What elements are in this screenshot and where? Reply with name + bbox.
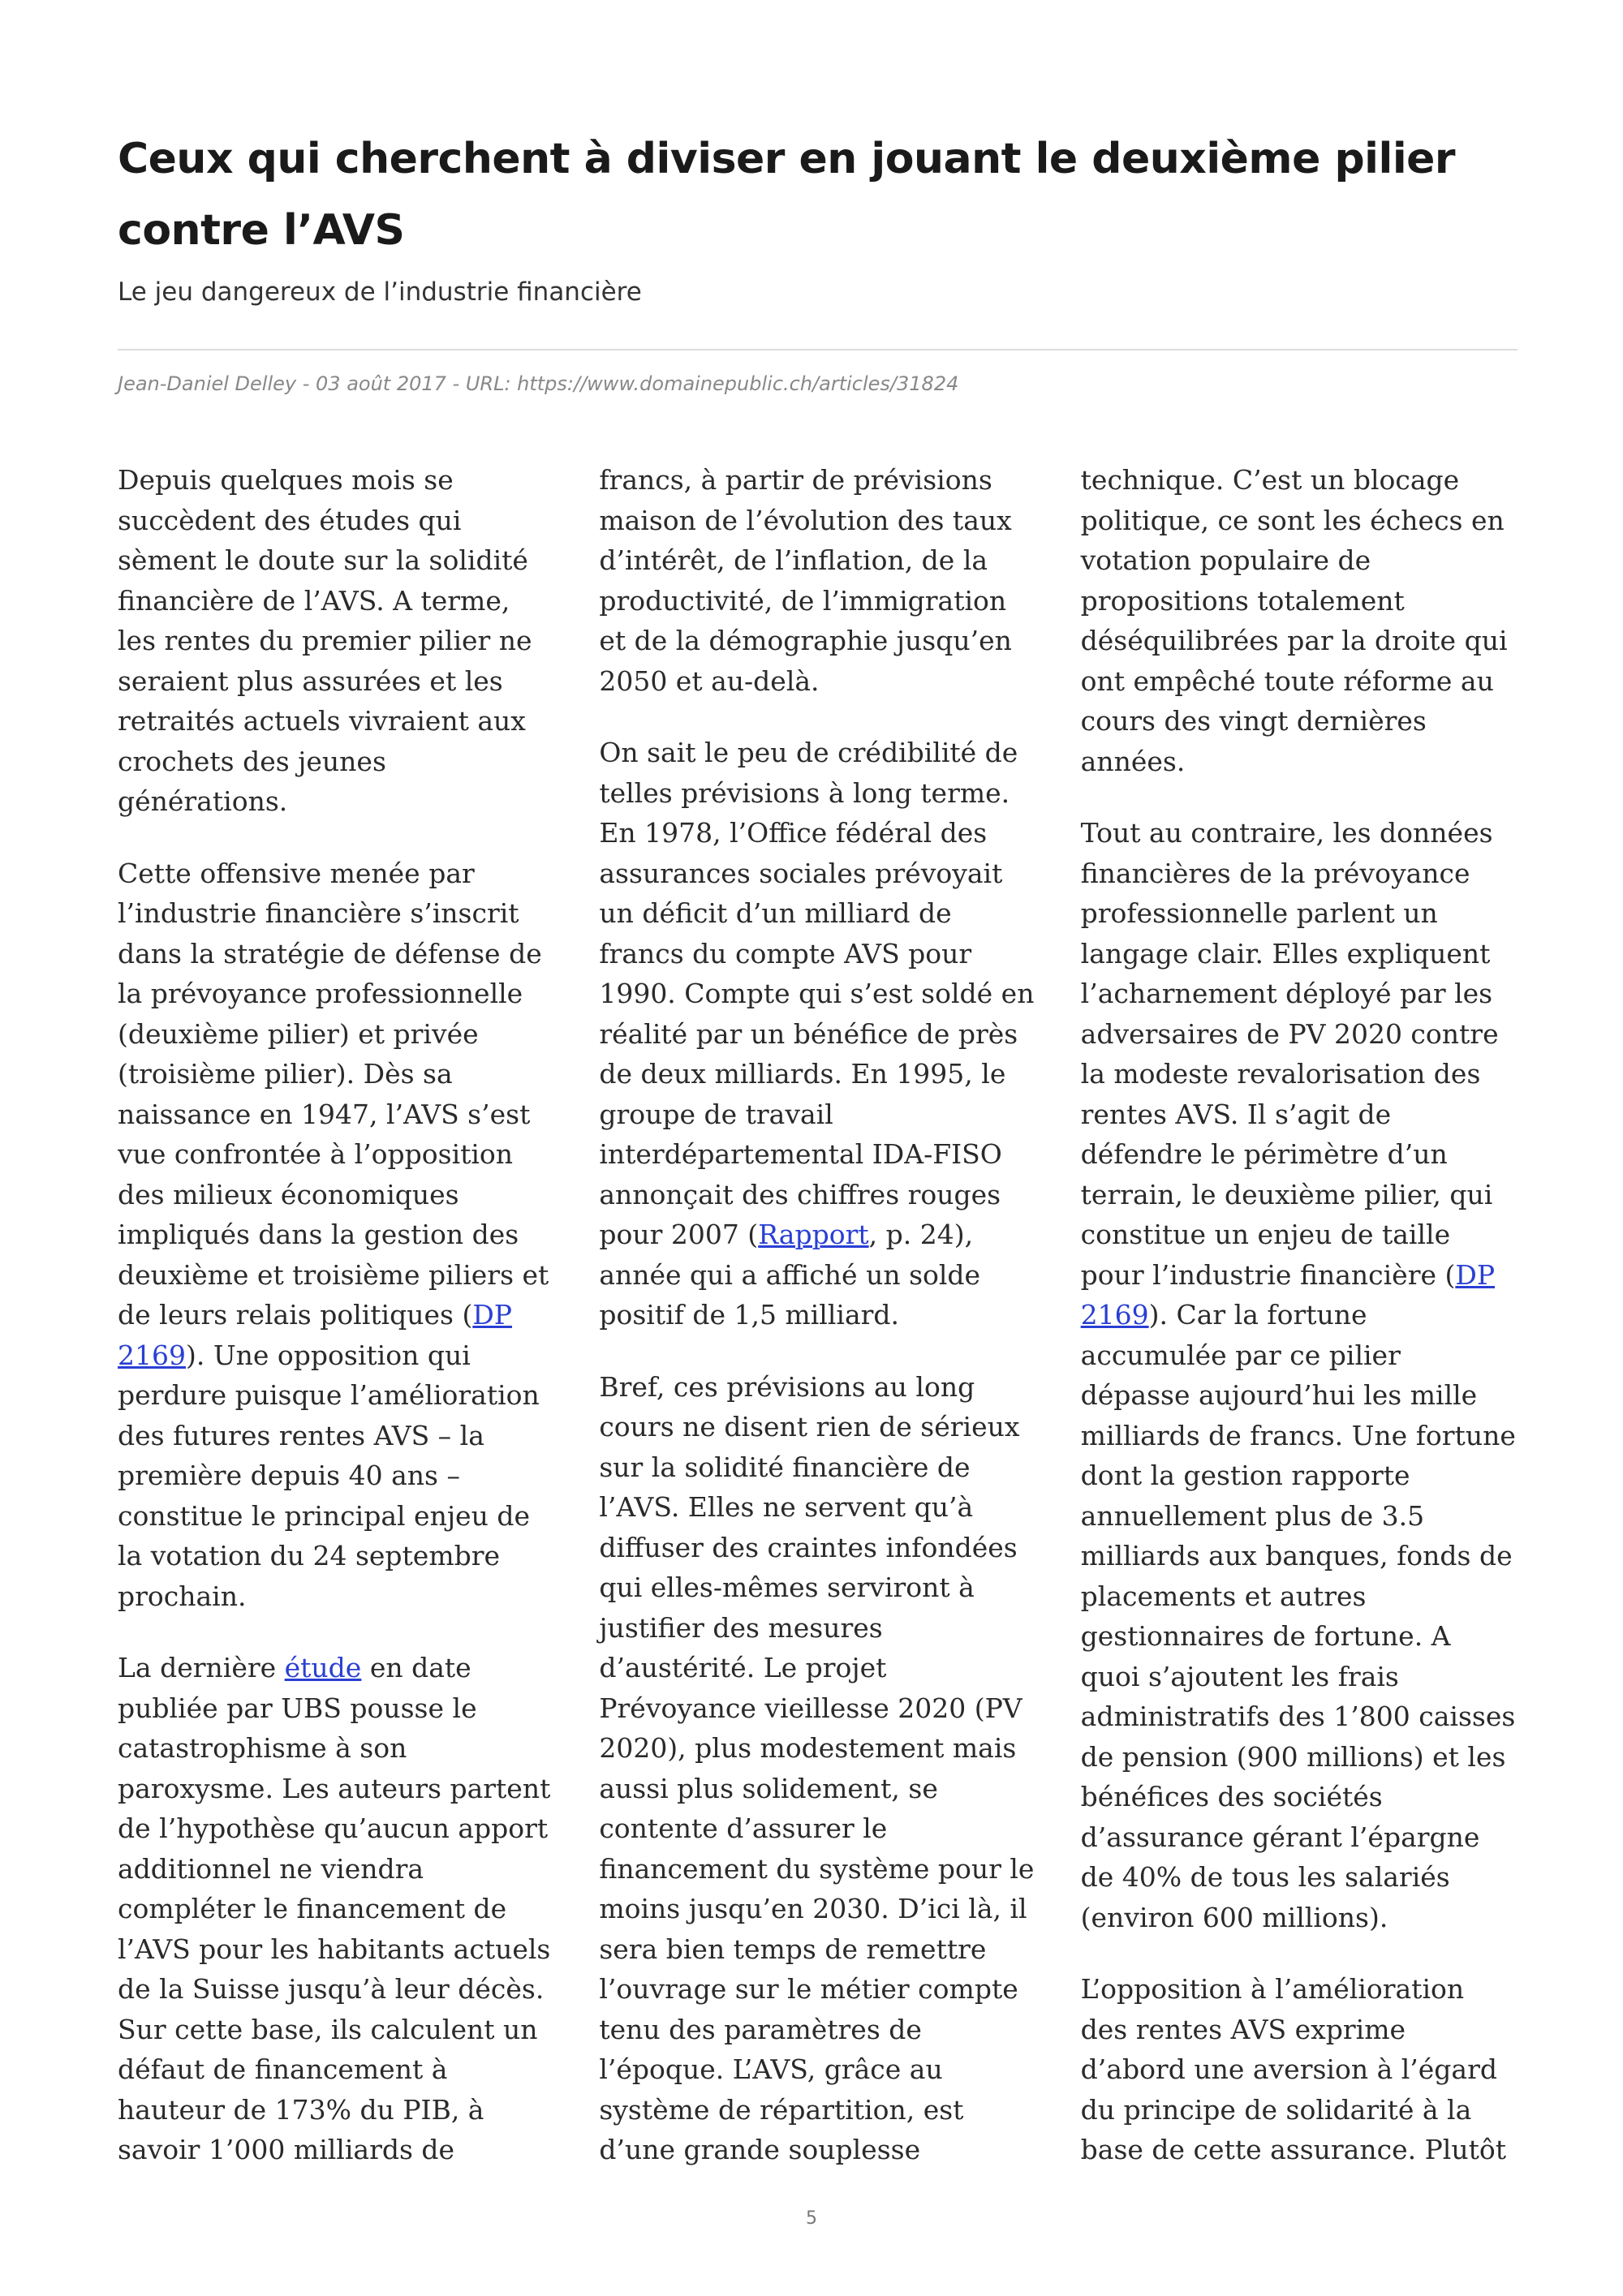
page-number: 5 xyxy=(806,2208,817,2229)
paragraph-2-text-start: Cette offensive menée par l’industrie financière s’inscrit dans la stratégie de défense de la prévoyance professionnelle (deuxième pilier) et privée (troisième pilier). Dès sa naissance en 1947, l’AVS s’est vue confrontée à l’opposition des milieux économiques impliqués dans la gestion des deuxième et troisième piliers et de leurs relais politiques ( xyxy=(118,857,549,1331)
paragraph-4-text-start: On sait le peu de crédibilité de telles prévisions à long terme. En 1978, l’Office fédéral des assurances sociales prévoyait un déficit d’un milliard de francs du compte AVS pour 1990. Compte qui s’est soldé en réalité par un bénéfice de près de deux milliards. En 1995, le groupe de travail interdépartemental IDA-FISO annonçait des chiffres rouges pour 2007 ( xyxy=(599,737,1035,1250)
paragraph-3-text-end: en date publiée par UBS pousse le catastrophisme à son paroxysme. Les auteurs partent de l’hypothèse qu’aucun apport additionnel ne viendra compléter le financement de l’AVS pour les habitants actuels de la Suisse jusqu’à leur décès. Sur cette base, ils calculent un défaut de financement à hauteur de 173% du PIB, à savoir 1’000 milliards de francs, à partir de prévisions maison de l’évolution des taux d’intérêt, de l’inflation, de la productivité, de l’immigration et de la démographie jusqu’en 2050 et au-delà. xyxy=(118,464,1012,2165)
paragraph-6-text-start: Tout au contraire, les données financières de la prévoyance professionnelle parlent un langage clair. Elles expliquent l’acharnement déployé par les adversaires de PV 2020 contre la modeste revalorisation des rentes AVS. Il s’agit de défendre le périmètre d’un terrain, le deuxième pilier, qui constitue un enjeu de taille pour l’industrie financière ( xyxy=(1080,817,1499,1291)
paragraph-3-text-start: La dernière xyxy=(118,1652,285,1683)
paragraph-7-text: L’opposition à l’amélioration des rentes AVS exprime d’abord une aversion à l’égard du principe de solidarité à la base de cette assurance. Plutôt xyxy=(1080,1973,1506,2165)
header-divider xyxy=(118,349,1518,350)
paragraph-7 xyxy=(1081,1969,1518,2170)
paragraph-6-text-end: ). Car la fortune accumulée par ce pilier dépasse aujourd’hui les mille milliards de francs. Une fortune dont la gestion rapporte annuellement plus de 3.5 milliards aux banques, fonds de placements et autres gestionnaires de fortune. A quoi s’ajoutent les frais administratifs des 1’800 caisses de pension (900 millions) et les bénéfices des sociétés d’assurance gérant l’épargne de 40% de tous les salariés (environ 600 millions). xyxy=(1080,1299,1516,1933)
paragraph-4-text-end: , p. 24), année qui a affiché un solde positif de 1,5 milliard. xyxy=(599,1219,981,1331)
etude-link[interactable]: étude xyxy=(284,1652,362,1683)
paragraph-2 xyxy=(118,853,554,1617)
article-subtitle: Le jeu dangereux de l’industrie financière xyxy=(118,277,642,307)
article-title: Ceux qui cherchent à diviser en jouant le deuxième pilier contre l’AVS xyxy=(118,135,1456,255)
paragraph-1-text: Depuis quelques mois se succèdent des études qui sèment le doute sur la solidité financière de l’AVS. A terme, les rentes du premier pilier ne seraient plus assurées et les retraités actuels vivraient aux crochets des jeunes générations. xyxy=(118,464,532,817)
dp-2169-link-second[interactable]: DP 2169 xyxy=(1080,1258,1496,1331)
article-body xyxy=(118,460,1518,2188)
article-byline: Jean-Daniel Delley - 03 août 2017 - URL: https://www.domainepublic.ch/articles/31824 xyxy=(118,372,959,395)
paragraph-6 xyxy=(1081,813,1518,1937)
dp-2169-link[interactable]: DP 2169 xyxy=(118,1299,512,1371)
paragraph-4 xyxy=(599,733,1035,1335)
paragraph-5-text: Bref, ces prévisions au long cours ne disent rien de sérieux sur la solidité financière de l’AVS. Elles ne servent qu’à diffuser des craintes infondées qui elles-mêmes serviront à justifier des mesures d’austérité. Le projet Prévoyance vieillesse 2020 (PV 2020), plus modestement mais aussi plus solidement, se contente d’assurer le financement du système pour le moins jusqu’en 2030. D’ici là, il sera bien temps de remettre l’ouvrage sur le métier compte tenu des paramètres de l’époque. L’AVS, grâce au système de répartition, est d’une grande souplesse technique. C’est un blocage politique, ce sont les échecs en votation populaire de propositions totalement déséquilibrées par la droite qui ont empêché toute réforme au cours des vingt dernières années. xyxy=(599,464,1508,2165)
paragraph-2-text-end: ). Une opposition qui perdure puisque l’amélioration des futures rentes AVS – la première depuis 40 ans – constitue le principal enjeu de la votation du 24 septembre prochain. xyxy=(118,1339,540,1612)
paragraph-1 xyxy=(118,460,554,822)
rapport-link[interactable]: Rapport xyxy=(758,1219,869,1250)
